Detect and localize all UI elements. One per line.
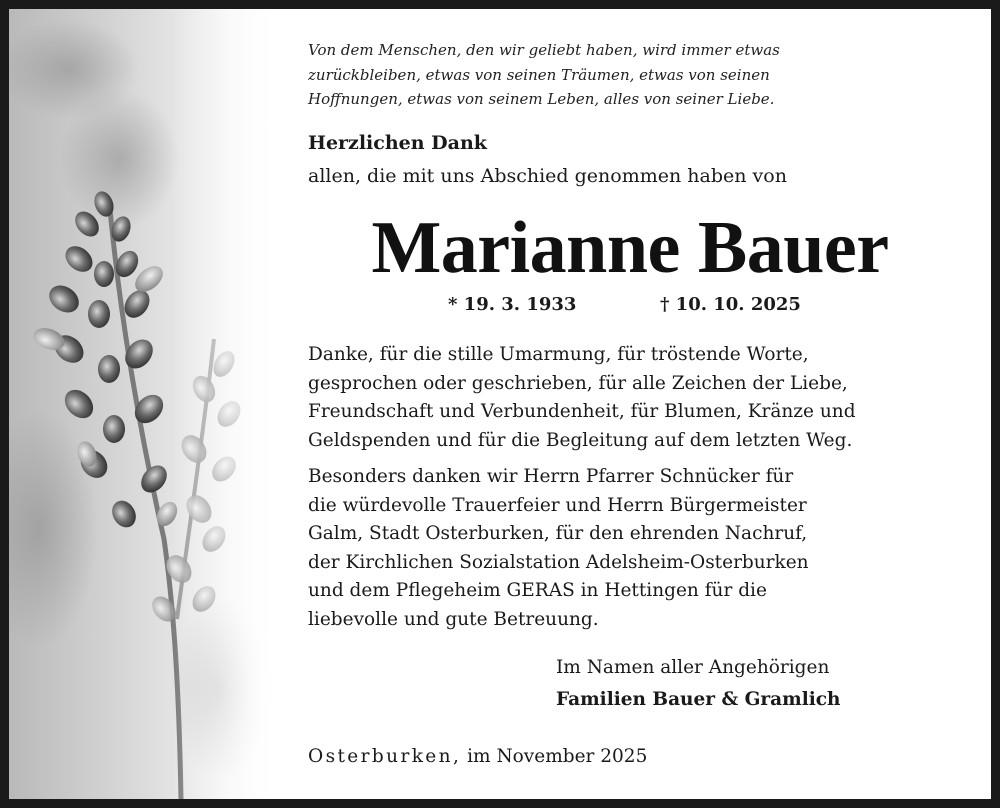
death-date: † 10. 10. 2025 <box>660 294 801 315</box>
thanks-subline: allen, die mit uns Abschied genommen haben von <box>308 165 787 187</box>
birth-date: * 19. 3. 1933 <box>448 294 577 315</box>
paragraph-line: liebevolle und gute Betreuung. <box>308 608 599 630</box>
paragraph-line: die würdevolle Trauerfeier und Herrn Bürgermeister <box>308 494 807 516</box>
quote-line: Hoffnungen, etwas von seinem Leben, alles von seiner Liebe. <box>308 90 775 108</box>
quote-block <box>308 38 968 112</box>
paragraph-line: und dem Pflegeheim GERAS in Hettingen für die <box>308 580 767 602</box>
thanks-paragraph-1 <box>308 341 968 455</box>
paragraph-line: der Kirchlichen Sozialstation Adelsheim-Osterburken <box>308 551 809 573</box>
lavender-photo <box>9 9 279 799</box>
thanks-heading: Herzlichen Dank <box>308 132 487 154</box>
paragraph-line: Besonders danken wir Herrn Pfarrer Schnücker für <box>308 466 794 487</box>
place-name: Osterburken, <box>308 746 462 767</box>
quote-line: Von dem Menschen, den wir geliebt haben, wird immer etwas <box>308 41 780 59</box>
paragraph-line: Freundschaft und Verbundenheit, für Blumen, Kränze und <box>308 401 856 423</box>
thanks-paragraph-2 <box>308 463 968 635</box>
paragraph-line: Danke, für die stille Umarmung, für tröstende Worte, <box>308 344 809 365</box>
quote-line: zurückbleiben, etwas von seinen Träumen, etwas von seinen <box>308 65 770 84</box>
date-text: im November 2025 <box>461 746 648 767</box>
paragraph-line: Galm, Stadt Osterburken, für den ehrenden Nachruf, <box>308 523 808 545</box>
lavender-image <box>9 9 279 799</box>
place-date <box>308 746 647 767</box>
paragraph-line: Geldspenden und für die Begleitung auf dem letzten Weg. <box>308 429 853 451</box>
paragraph-line: gesprochen oder geschrieben, für alle Zeichen der Liebe, <box>308 372 848 394</box>
signature-line-1: Im Namen aller Angehörigen <box>556 657 830 678</box>
signature-families: Familien Bauer & Gramlich <box>556 689 841 710</box>
deceased-name: Marianne Bauer <box>371 207 889 289</box>
